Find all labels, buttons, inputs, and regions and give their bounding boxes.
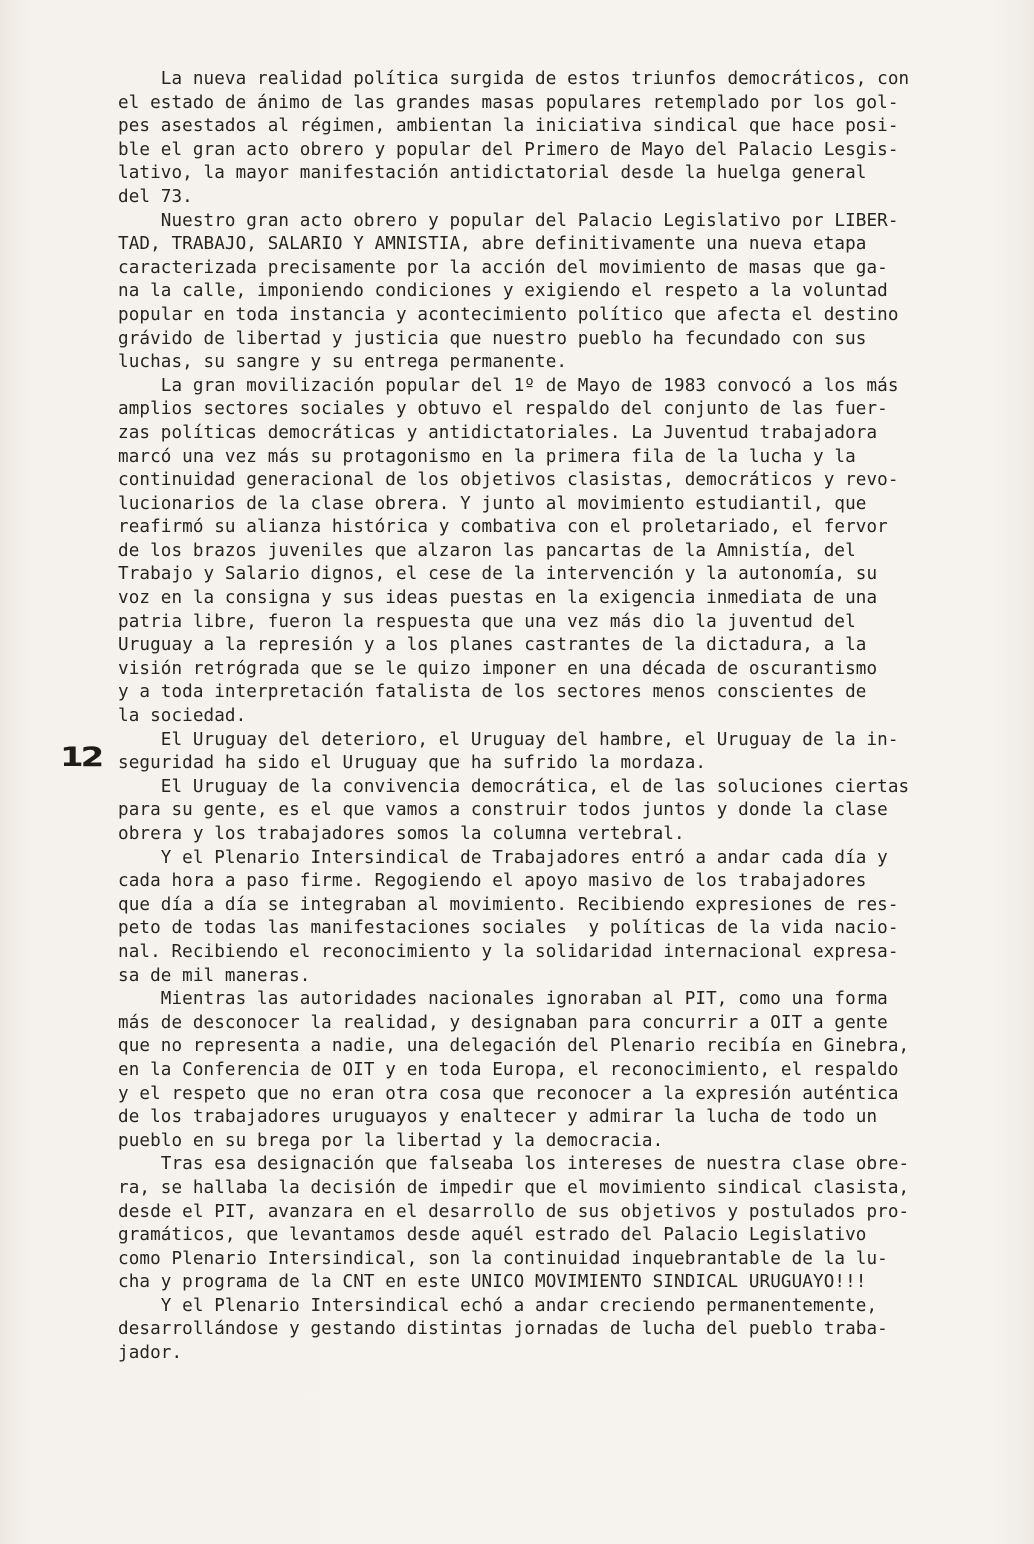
text-line: ra, se hallaba la decisión de impedir que el movimiento sindical clasista, — [118, 1177, 910, 1198]
text-line: La nueva realidad política surgida de estos triunfos democráticos, con — [118, 69, 910, 89]
text-line: jador. — [118, 1343, 183, 1364]
text-line: grávido de libertad y justicia que nuestro pueblo ha fecundado con sus — [118, 328, 867, 349]
text-line: La gran movilización popular del 1º de Mayo de 1983 convocó a los más — [118, 375, 899, 396]
text-line: caracterizada precisamente por la acción del movimiento de masas que ga- — [118, 257, 888, 278]
text-line: cada hora a paso firme. Regogiendo el apoyo masivo de los trabajadores — [118, 871, 867, 892]
text-line: lucionarios de la clase obrera. Y junto al movimiento estudiantil, que — [118, 493, 867, 514]
text-line: Mientras las autoridades nacionales ignoraban al PIT, como una forma — [118, 989, 888, 1010]
text-line: de los trabajadores uruguayos y enaltecer y admirar la lucha de todo un — [118, 1107, 878, 1128]
text-line: Trabajo y Salario dignos, el cese de la intervención y la autonomía, su — [118, 564, 878, 585]
text-line: peto de todas las manifestaciones sociales y políticas de la vida nacio- — [118, 918, 899, 939]
text-line: seguridad ha sido el Uruguay que ha sufrido la mordaza. — [118, 753, 707, 774]
text-line: reafirmó su alianza histórica y combativa con el proletariado, el fervor — [118, 517, 888, 538]
text-line: luchas, su sangre y su entrega permanente. — [118, 352, 568, 373]
text-line: para su gente, es el que vamos a construir todos juntos y donde la clase — [118, 800, 888, 821]
page-number: 12 — [60, 741, 102, 773]
text-line: voz en la consigna y sus ideas puestas en la exigencia inmediata de una — [118, 588, 878, 609]
text-line: el estado de ánimo de las grandes masas populares retemplado por los gol- — [118, 92, 899, 113]
text-line: más de desconocer la realidad, y designaban para concurrir a OIT a gente — [118, 1012, 888, 1033]
text-line: El Uruguay de la convivencia democrática, el de las soluciones ciertas — [118, 776, 910, 797]
text-line: El Uruguay del deterioro, el Uruguay del hambre, el Uruguay de la in- — [118, 729, 899, 750]
text-line: de los brazos juveniles que alzaron las pancartas de la Amnistía, del — [118, 540, 856, 561]
text-line: que no representa a nadie, una delegación del Plenario recibía en Ginebra, — [118, 1036, 910, 1057]
text-line: popular en toda instancia y acontecimiento político que afecta el destino — [118, 304, 899, 325]
text-line: TAD, TRABAJO, SALARIO Y AMNISTIA, abre definitivamente una nueva etapa — [118, 234, 867, 255]
text-line: Uruguay a la represión y a los planes castrantes de la dictadura, a la — [118, 635, 867, 656]
text-line: continuidad generacional de los objetivos clasistas, democráticos y revo- — [118, 470, 899, 491]
text-line: del 73. — [118, 186, 193, 207]
text-line: obrera y los trabajadores somos la columna vertebral. — [118, 824, 685, 844]
text-line: zas políticas democráticas y antidictatoriales. La Juventud trabajadora — [118, 422, 878, 443]
text-line: desarrollándose y gestando distintas jornadas de lucha del pueblo traba- — [118, 1319, 888, 1340]
text-line: visión retrógrada que se le quizo imponer en una década de oscurantismo — [118, 658, 878, 679]
text-line: en la Conferencia de OIT y en toda Europa, el reconocimiento, el respaldo — [118, 1059, 899, 1080]
text-line: y el respeto que no eran otra cosa que reconocer a la expresión auténtica — [118, 1083, 899, 1104]
text-line: y a toda interpretación fatalista de los sectores menos conscientes de — [118, 682, 867, 703]
text-line: pueblo en su brega por la libertad y la democracia. — [118, 1130, 664, 1151]
text-line: Y el Plenario Intersindical echó a andar creciendo permanentemente, — [118, 1295, 878, 1316]
body-text — [118, 68, 996, 1366]
text-line: gramáticos, que levantamos desde aquél estrado del Palacio Legislativo — [118, 1225, 867, 1246]
text-line: marcó una vez más su protagonismo en la primera fila de la lucha y la — [118, 446, 856, 467]
text-line: Nuestro gran acto obrero y popular del Palacio Legislativo por LIBER- — [118, 210, 899, 231]
text-line: la sociedad. — [118, 706, 247, 727]
text-line: cha y programa de la CNT en este UNICO MOVIMIENTO SINDICAL URUGUAYO!!! — [118, 1272, 867, 1293]
text-line: Tras esa designación que falseaba los intereses de nuestra clase obre- — [118, 1154, 910, 1175]
text-line: que día a día se integraban al movimiento. Recibiendo expresiones de res- — [118, 894, 899, 915]
text-line: lativo, la mayor manifestación antidictatorial desde la huelga general — [118, 163, 867, 184]
text-line: como Plenario Intersindical, son la continuidad inquebrantable de la lu- — [118, 1248, 888, 1269]
text-line: na la calle, imponiendo condiciones y exigiendo el respeto a la voluntad — [118, 281, 888, 302]
text-line: amplios sectores sociales y obtuvo el respaldo del conjunto de las fuer- — [118, 399, 888, 420]
text-line: patria libre, fueron la respuesta que una vez más dio la juventud del — [118, 611, 856, 632]
text-line: ble el gran acto obrero y popular del Primero de Mayo del Palacio Lesgis- — [118, 139, 899, 160]
text-line: sa de mil maneras. — [118, 965, 311, 986]
text-line: Y el Plenario Intersindical de Trabajadores entró a andar cada día y — [118, 847, 888, 868]
text-line: nal. Recibiendo el reconocimiento y la solidaridad internacional expresa- — [118, 941, 899, 962]
text-line: pes asestados al régimen, ambientan la iniciativa sindical que hace posi- — [118, 116, 899, 137]
text-line: desde el PIT, avanzara en el desarrollo de sus objetivos y postulados pro- — [118, 1201, 910, 1222]
